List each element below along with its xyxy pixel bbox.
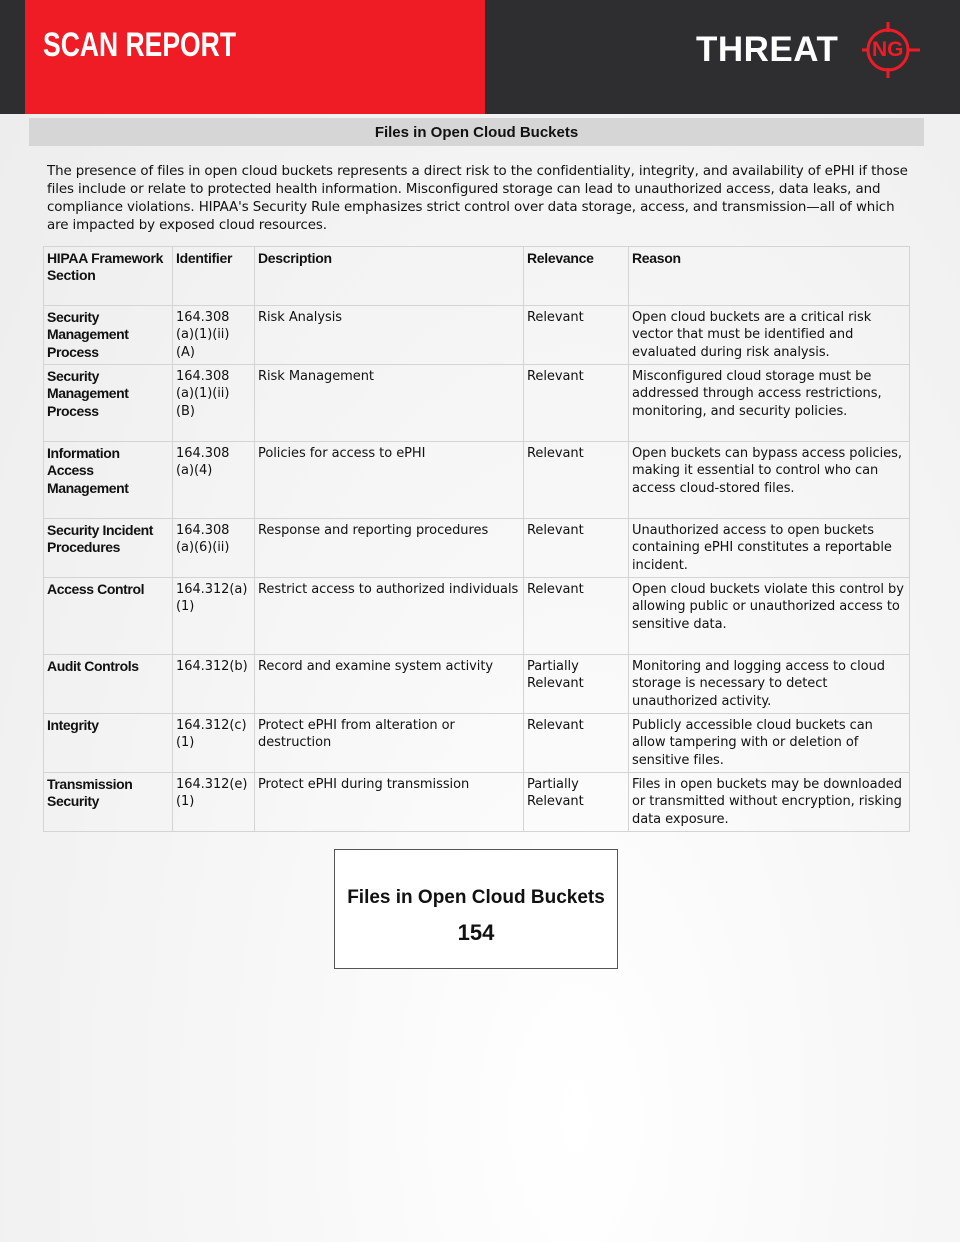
cell-reason: Unauthorized access to open buckets containing ePHI constitutes a reportable incident. xyxy=(629,519,910,578)
cell-identifier: 164.312(e) (1) xyxy=(173,773,255,832)
table-row xyxy=(44,655,910,714)
cell-reason: Monitoring and logging access to cloud storage is necessary to detect unauthorized activity. xyxy=(629,655,910,714)
report-title: SCAN REPORT xyxy=(43,26,237,64)
hipaa-table-wrapper xyxy=(43,246,909,832)
cell-reason: Publicly accessible cloud buckets can allow tampering with or deletion of sensitive files. xyxy=(629,714,910,773)
cell-reason: Open buckets can bypass access policies, making it essential to control who can access cloud-stored files. xyxy=(629,442,910,519)
table-row xyxy=(44,714,910,773)
cell-section: Security Management Process xyxy=(44,306,173,365)
cell-section: Information Access Management xyxy=(44,442,173,519)
cell-section: Access Control xyxy=(44,578,173,655)
cell-description: Protect ePHI during transmission xyxy=(255,773,524,832)
cell-relevance: Relevant xyxy=(524,519,629,578)
cell-relevance: Partially Relevant xyxy=(524,655,629,714)
column-header-identifier: Identifier xyxy=(173,247,255,306)
cell-identifier: 164.308 (a)(6)(ii) xyxy=(173,519,255,578)
column-header-relevance: Relevance xyxy=(524,247,629,306)
intro-paragraph: The presence of files in open cloud buckets represents a direct risk to the confidentiality, integrity, and availability of ePHI if those files include or relate to protected health information. Misconfigured storage can lead to unauthorized access, data leaks, and compliance violations. HIPAA's Security Rule emphasizes strict control over data storage, access, and transmission—all of which are impacted by exposed cloud resources. xyxy=(47,164,908,233)
hipaa-framework-table xyxy=(43,246,910,832)
metric-value: 154 xyxy=(457,920,495,945)
cell-description: Protect ePHI from alteration or destruction xyxy=(255,714,524,773)
logo-suffix: NG xyxy=(872,38,904,61)
column-header-reason: Reason xyxy=(629,247,910,306)
cell-reason: Files in open buckets may be downloaded or transmitted without encryption, risking data exposure. xyxy=(629,773,910,832)
table-header-row xyxy=(44,247,910,306)
cell-section: Integrity xyxy=(44,714,173,773)
section-title-bar xyxy=(29,118,924,146)
metric-label: Files in Open Cloud Buckets xyxy=(347,887,605,908)
table-row xyxy=(44,442,910,519)
cell-relevance: Relevant xyxy=(524,578,629,655)
cell-section: Transmission Security xyxy=(44,773,173,832)
cell-identifier: 164.308 (a)(4) xyxy=(173,442,255,519)
cell-relevance: Relevant xyxy=(524,714,629,773)
metric-card xyxy=(334,849,618,969)
cell-identifier: 164.312(a) (1) xyxy=(173,578,255,655)
table-row xyxy=(44,306,910,365)
table-row xyxy=(44,773,910,832)
cell-section: Audit Controls xyxy=(44,655,173,714)
cell-reason: Open cloud buckets are a critical risk vector that must be identified and evaluated during risk analysis. xyxy=(629,306,910,365)
cell-identifier: 164.308 (a)(1)(ii) (B) xyxy=(173,365,255,442)
cell-relevance: Relevant xyxy=(524,442,629,519)
report-header xyxy=(0,0,960,114)
cell-relevance: Relevant xyxy=(524,365,629,442)
cell-section: Security Management Process xyxy=(44,365,173,442)
cell-description: Record and examine system activity xyxy=(255,655,524,714)
cell-identifier: 164.312(b) xyxy=(173,655,255,714)
cell-reason: Open cloud buckets violate this control by allowing public or unauthorized access to sensitive data. xyxy=(629,578,910,655)
cell-description: Risk Management xyxy=(255,365,524,442)
crosshair-icon xyxy=(862,22,922,78)
table-row xyxy=(44,365,910,442)
cell-description: Policies for access to ePHI xyxy=(255,442,524,519)
column-header-section: HIPAA Framework Section xyxy=(44,247,173,306)
cell-relevance: Partially Relevant xyxy=(524,773,629,832)
cell-description: Restrict access to authorized individuals xyxy=(255,578,524,655)
cell-identifier: 164.308 (a)(1)(ii) (A) xyxy=(173,306,255,365)
threatng-logo xyxy=(696,22,936,82)
table-row xyxy=(44,519,910,578)
cell-reason: Misconfigured cloud storage must be addressed through access restrictions, monitoring, and security policies. xyxy=(629,365,910,442)
table-row xyxy=(44,578,910,655)
cell-identifier: 164.312(c) (1) xyxy=(173,714,255,773)
cell-section: Security Incident Procedures xyxy=(44,519,173,578)
cell-description: Risk Analysis xyxy=(255,306,524,365)
cell-description: Response and reporting procedures xyxy=(255,519,524,578)
logo-wordmark: THREAT xyxy=(696,30,839,69)
cell-relevance: Relevant xyxy=(524,306,629,365)
section-title: Files in Open Cloud Buckets xyxy=(374,123,579,141)
column-header-description: Description xyxy=(255,247,524,306)
